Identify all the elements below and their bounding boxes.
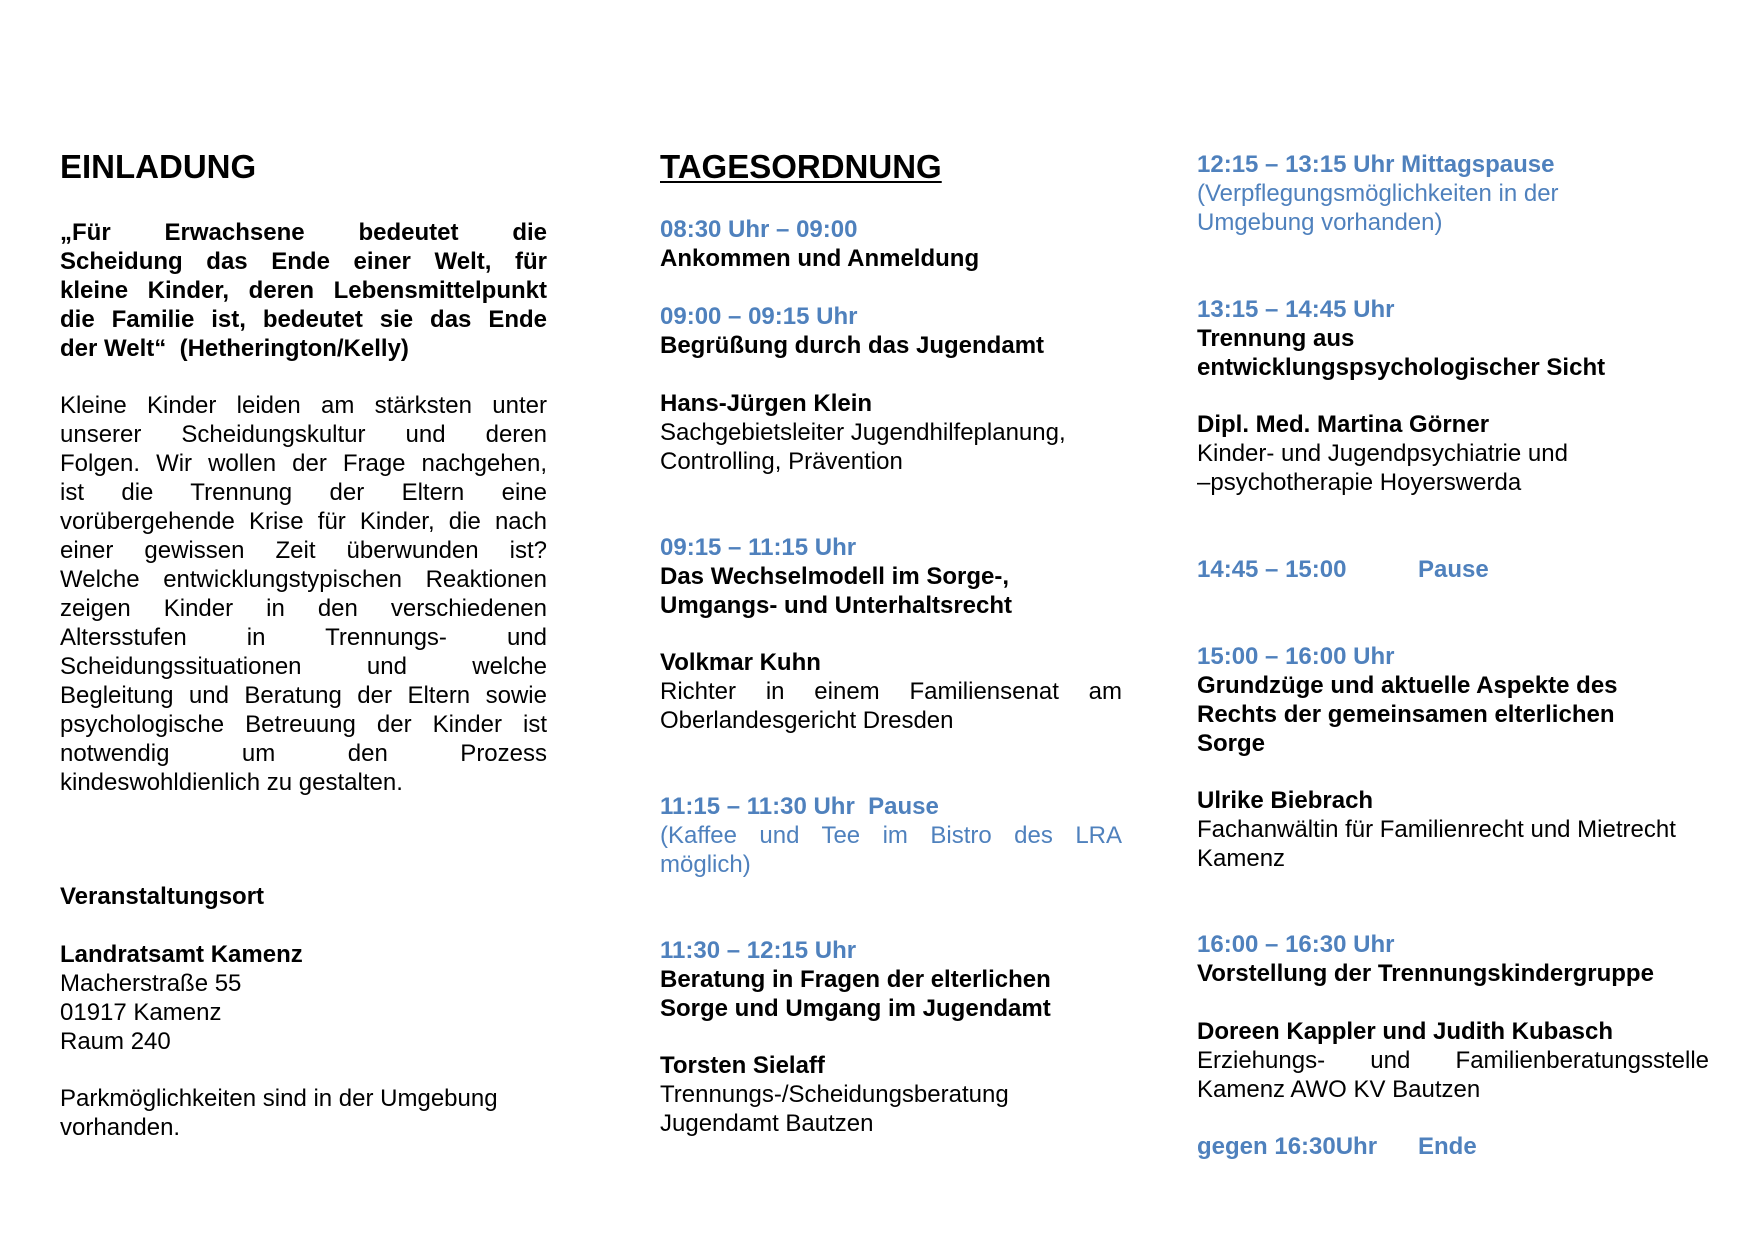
intro-line: zeigen Kinder in den verschiedenen — [60, 595, 547, 622]
break-label: Mittagspause — [1401, 151, 1555, 178]
intro-line: Altersstufen in Trennungs- und — [60, 624, 547, 651]
agenda-title: entwicklungspsychologischer Sicht — [1197, 354, 1606, 381]
intro-line: notwendig um den Prozess — [60, 740, 547, 767]
agenda-time: 09:00 – 09:15 Uhr — [660, 303, 858, 330]
agenda-role: Kamenz AWO KV Bautzen — [1197, 1076, 1481, 1103]
agenda-role: Jugendamt Bautzen — [660, 1110, 874, 1137]
agenda-time: 15:00 – 16:00 Uhr — [1197, 643, 1395, 670]
agenda-role: Kinder- und Jugendpsychiatrie und — [1197, 440, 1568, 467]
intro-line: psychologische Betreuung der Kinder ist — [60, 711, 547, 738]
intro-paragraph — [60, 391, 547, 797]
agenda-speaker: Ulrike Biebrach — [1197, 787, 1374, 814]
break-note: (Verpflegungsmöglichkeiten in der — [1197, 180, 1559, 207]
agenda-title: Vorstellung der Trennungskindergruppe — [1197, 960, 1654, 987]
parking-line: Parkmöglichkeiten sind in der Umgebung — [60, 1085, 498, 1112]
agenda-role: –psychotherapie Hoyerswerda — [1197, 469, 1522, 496]
agenda-item — [1197, 642, 1709, 758]
agenda-time: 08:30 Uhr – 09:00 — [660, 216, 858, 243]
agenda-speaker-block — [1197, 410, 1709, 497]
agenda-speaker-block — [1197, 786, 1709, 873]
agenda-item — [1197, 295, 1709, 382]
agenda-title: Rechts der gemeinsamen elterlichen — [1197, 701, 1615, 728]
agenda-break-line — [1197, 150, 1709, 179]
agenda-role: Oberlandesgericht Dresden — [660, 707, 954, 734]
quote-line: der Welt“ (Hetherington/Kelly) — [60, 335, 409, 362]
agenda-role: Sachgebietsleiter Jugendhilfeplanung, — [660, 419, 1066, 446]
agenda-role: Fachanwältin für Familienrecht und Mietrecht — [1197, 816, 1676, 843]
agenda-speaker-block — [1197, 1017, 1709, 1104]
intro-line: unserer Scheidungskultur und deren — [60, 421, 547, 448]
agenda-speaker: Volkmar Kuhn — [660, 649, 821, 676]
break-note: Umgebung vorhanden) — [1197, 209, 1443, 236]
venue-label: Veranstaltungsort — [60, 883, 265, 910]
quote-line: „Für Erwachsene bedeutet die — [60, 219, 547, 246]
quote-line: kleine Kinder, deren Lebensmittelpunkt — [60, 277, 547, 304]
break-note: (Kaffee und Tee im Bistro des LRA — [660, 822, 1122, 849]
intro-line: ist die Trennung der Eltern eine — [60, 479, 547, 506]
venue-room: Raum 240 — [60, 1028, 171, 1055]
agenda-speaker: Torsten Sielaff — [660, 1052, 825, 1079]
agenda-time: 16:00 – 16:30 Uhr — [1197, 931, 1395, 958]
agenda-speaker-block — [660, 389, 1122, 476]
agenda-speaker: Hans-Jürgen Klein — [660, 390, 873, 417]
agenda-break-line — [660, 792, 1122, 821]
parking-line: vorhanden. — [60, 1114, 181, 1141]
agenda-title: Umgangs- und Unterhaltsrecht — [660, 592, 1013, 619]
venue-name: Landratsamt Kamenz — [60, 941, 303, 968]
intro-line: Kleine Kinder leiden am stärksten unter — [60, 392, 547, 419]
agenda-item — [1197, 930, 1709, 988]
venue-street: Macherstraße 55 — [60, 970, 242, 997]
break-label: Pause — [868, 793, 939, 820]
agenda-title: Sorge und Umgang im Jugendamt — [660, 995, 1051, 1022]
agenda-speaker-block — [660, 648, 1122, 735]
intro-line: Folgen. Wir wollen der Frage nachgehen, — [60, 450, 547, 477]
quote-line: die Familie ist, bedeutet sie das Ende — [60, 306, 547, 333]
agenda-role: Erziehungs- und Familienberatungsstelle — [1197, 1047, 1709, 1074]
invitation-heading: EINLADUNG — [60, 148, 257, 185]
agenda-time: gegen 16:30Uhr — [1197, 1133, 1378, 1160]
agenda-item — [660, 936, 1122, 1023]
agenda-title: Trennung aus — [1197, 325, 1355, 352]
intro-line: vorübergehende Krise für Kinder, die nach — [60, 508, 547, 535]
break-note: möglich) — [660, 851, 751, 878]
agenda-title: Begrüßung durch das Jugendamt — [660, 332, 1045, 359]
agenda-end — [1197, 1132, 1709, 1161]
quote-block — [60, 218, 547, 363]
agenda-role: Kamenz — [1197, 845, 1286, 872]
agenda-title: Ankommen und Anmeldung — [660, 245, 980, 272]
intro-line: Welche entwicklungstypischen Reaktionen — [60, 566, 547, 593]
agenda-time: 11:30 – 12:15 Uhr — [660, 937, 857, 964]
agenda-title: Das Wechselmodell im Sorge-, — [660, 563, 1009, 590]
agenda-break — [660, 792, 1122, 879]
agenda-break — [1197, 150, 1709, 237]
intro-line: einer gewissen Zeit überwunden ist? — [60, 537, 547, 564]
agenda-role: Trennungs-/Scheidungsberatung — [660, 1081, 1009, 1108]
agenda-time: 13:15 – 14:45 Uhr — [1197, 296, 1395, 323]
agenda-role: Controlling, Prävention — [660, 448, 903, 475]
agenda-item — [660, 215, 1122, 273]
agenda-item — [660, 302, 1122, 360]
agenda-title: Beratung in Fragen der elterlichen — [660, 966, 1051, 993]
break-label: Pause — [1418, 556, 1489, 583]
agenda-title: Sorge — [1197, 730, 1266, 757]
agenda-heading: TAGESORDNUNG — [660, 148, 942, 185]
agenda-speaker: Dipl. Med. Martina Görner — [1197, 411, 1490, 438]
intro-line: kindeswohldienlich zu gestalten. — [60, 769, 403, 796]
agenda-time: 14:45 – 15:00 — [1197, 556, 1347, 583]
agenda-speaker: Doreen Kappler und Judith Kubasch — [1197, 1018, 1614, 1045]
agenda-title: Grundzüge und aktuelle Aspekte des — [1197, 672, 1618, 699]
agenda-time: 09:15 – 11:15 Uhr — [660, 534, 857, 561]
agenda-item — [660, 533, 1122, 620]
agenda-time: 11:15 – 11:30 Uhr — [660, 793, 855, 820]
quote-line: Scheidung das Ende einer Welt, für — [60, 248, 547, 275]
agenda-time: 12:15 – 13:15 Uhr — [1197, 151, 1395, 178]
venue-address — [60, 940, 547, 1056]
agenda-break — [1197, 555, 1709, 584]
agenda-role: Richter in einem Familiensenat am — [660, 678, 1122, 705]
end-label: Ende — [1418, 1133, 1477, 1160]
venue-city: 01917 Kamenz — [60, 999, 222, 1026]
agenda-speaker-block — [660, 1051, 1122, 1138]
intro-line: Begleitung und Beratung der Eltern sowie — [60, 682, 547, 709]
parking-note — [60, 1084, 547, 1142]
intro-line: Scheidungssituationen und welche — [60, 653, 547, 680]
